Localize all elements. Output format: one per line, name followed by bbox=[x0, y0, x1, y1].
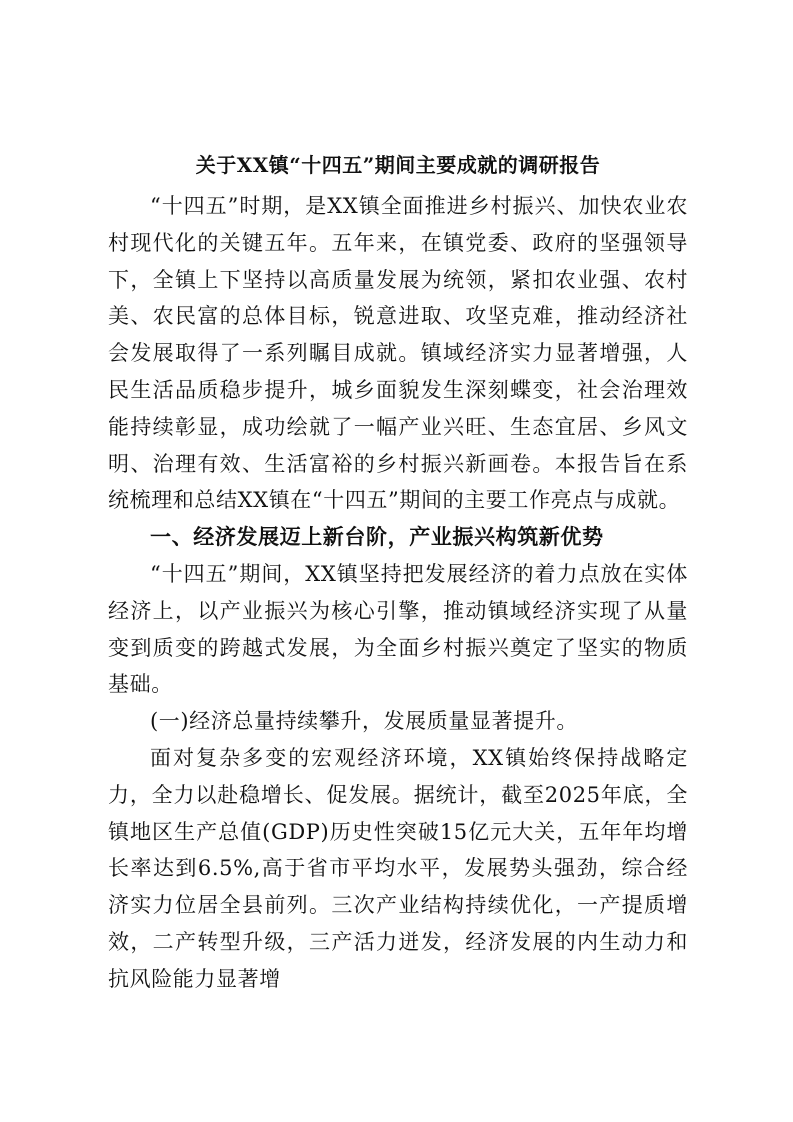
intro-paragraph: “十四五”时期，是XX镇全面推进乡村振兴、加快农业农村现代化的关键五年。五年来，在镇党委、政府的坚强领导下，全镇上下坚持以高质量发展为统领，紧扣农业强、农村美、农民富的总体目标，锐意进取、攻坚克难，推动经济社会发展取得了一系列瞩目成就。镇域经济实力显著增强，人民生活品质稳步提升，城乡面貌发生深刻蝶变，社会治理效能持续彰显，成功绘就了一幅产业兴旺、生态宜居、乡风文明、治理有效、生活富裕的乡村振兴新画卷。本报告旨在系统梳理和总结XX镇在“十四五”期间的主要工作亮点与成就。 bbox=[108, 194, 688, 513]
document-body bbox=[108, 148, 688, 998]
subsection-heading-1: (一)经济总量持续攀升，发展质量显著提升。 bbox=[150, 709, 578, 734]
section-1-paragraph: “十四五”期间，XX镇坚持把发展经济的着力点放在实体经济上，以产业振兴为核心引擎，推动镇域经济实现了从量变到质变的跨越式发展，为全面乡村振兴奠定了坚实的物质基础。 bbox=[108, 561, 688, 697]
subsection-1-paragraph: 面对复杂多变的宏观经济环境，XX镇始终保持战略定力，全力以赴稳增长、促发展。据统计，截至2025年底，全镇地区生产总值(GDP)历史性突破15亿元大关，五年年均增长率达到6.5%,高于省市平均水平，发展势头强劲，综合经济实力位居全县前列。三次产业结构持续优化，一产提质增效，二产转型升级，三产活力迸发，经济发展的内生动力和抗风险能力显著增 bbox=[108, 745, 688, 991]
section-heading-1: 一、经济发展迈上新台阶，产业振兴构筑新优势 bbox=[150, 524, 604, 550]
document-title: 关于XX镇“十四五”期间主要成就的调研报告 bbox=[195, 153, 601, 177]
